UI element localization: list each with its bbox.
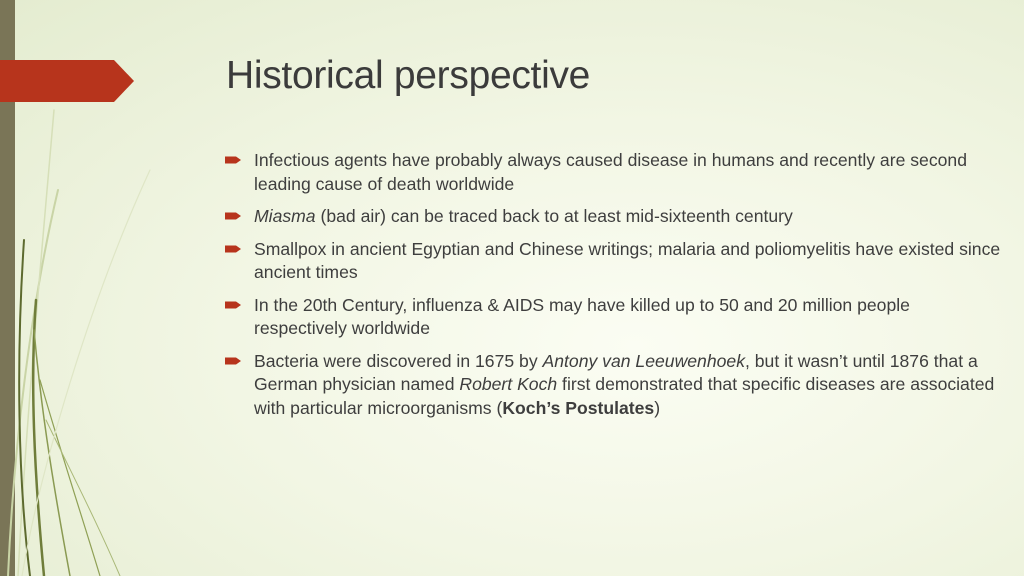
arrow-bullet-icon	[225, 155, 241, 165]
title-accent-tab	[0, 60, 134, 102]
person-name: Robert Koch	[459, 374, 558, 394]
slide-title: Historical perspective	[226, 54, 591, 97]
bullet-term: Koch’s Postulates	[502, 397, 655, 418]
bullet-item	[225, 294, 1005, 341]
bullet-term: Miasma	[254, 206, 316, 226]
bullet-text: Smallpox in ancient Egyptian and Chinese writings; malaria and poliomyelitis have existed since ancient times	[254, 238, 1001, 282]
bullet-text: In the 20th Century, influenza & AIDS may have killed up to 50 and 20 million people respectively worldwide	[254, 294, 910, 338]
bullet-list	[225, 149, 1005, 429]
bullet-text: (bad air) can be traced back to at least mid-sixteenth century	[315, 206, 793, 226]
bullet-item	[225, 350, 1005, 421]
bullet-text: , but it wasn’t until 1876 that a German physician named	[254, 350, 978, 394]
bullet-text: Bacteria were discovered in 1675 by	[254, 350, 543, 371]
arrow-bullet-icon	[225, 356, 241, 366]
arrow-bullet-icon	[225, 244, 241, 254]
bullet-text: first demonstrated that specific diseases are associated with particular microorganisms (	[254, 374, 995, 418]
bullet-item	[225, 238, 1005, 285]
bullet-text: Infectious agents have probably always caused disease in humans and recently are second leading cause of death worldwide	[254, 150, 967, 194]
arrow-bullet-icon	[225, 211, 241, 221]
bullet-text: )	[654, 397, 661, 418]
grass-blade	[22, 170, 150, 576]
bullet-item	[225, 205, 1005, 229]
bullet-item	[225, 149, 1005, 196]
grass-blade	[46, 420, 120, 576]
person-name: Antony van Leeuwenhoek	[542, 350, 745, 371]
arrow-bullet-icon	[225, 300, 241, 310]
grass-blade	[40, 380, 100, 576]
grass-blade	[34, 330, 70, 576]
